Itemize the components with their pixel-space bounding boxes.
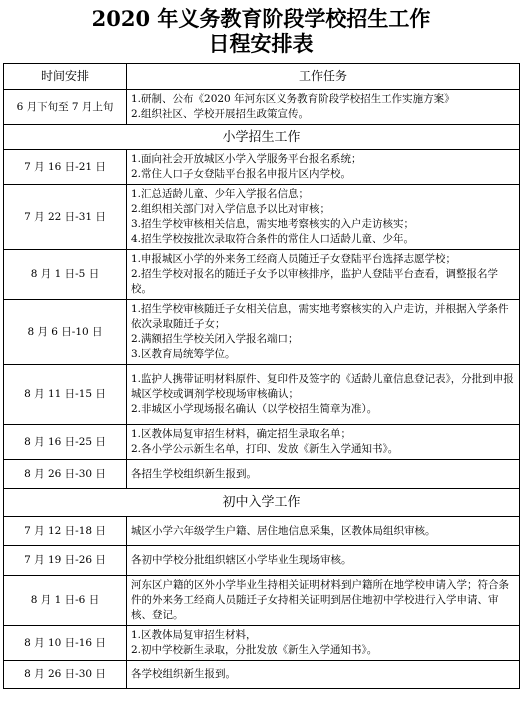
- date-cell: 7 月 22 日-31 日: [4, 185, 127, 250]
- table-row: [4, 460, 520, 489]
- task-cell: [127, 185, 520, 250]
- table-header-row: [4, 64, 520, 90]
- task-cell: [127, 90, 520, 125]
- date-cell: 6 月下旬至 7 月上旬: [4, 90, 127, 125]
- task-cell: [127, 661, 520, 689]
- task-line: 各招生学校组织新生报到。: [131, 467, 257, 480]
- task-line: 1.面向社会开放城区小学入学服务平台报名系统；: [131, 153, 362, 165]
- task-cell: [127, 576, 520, 626]
- task-line: 1.研制、公布《2020 年河东区义务教育阶段学校招生工作实施方案》: [131, 93, 455, 105]
- table-row: [4, 576, 520, 626]
- task-cell: [127, 425, 520, 460]
- task-cell: [127, 460, 520, 489]
- task-line: 1.汇总适龄儿童、少年入学报名信息；: [131, 188, 310, 200]
- date-cell: 8 月 26 日-30 日: [4, 661, 127, 689]
- task-cell: [127, 626, 520, 661]
- task-line: 3.区教育局统筹学位。: [131, 348, 236, 360]
- task-line: 河东区户籍的区外小学毕业生持相关证明材料到户籍所在地学校申请入学；符合条件的外来务工经商人员随迁子女持相关证明到居住地初中学校进行入学申请、审核、登记。: [131, 579, 509, 621]
- date-cell: 7 月 16 日-21 日: [4, 150, 127, 185]
- task-cell: [127, 365, 520, 425]
- task-line: 2.非城区小学现场报名确认（以学校招生简章为准）。: [131, 403, 378, 415]
- schedule-table: [3, 63, 520, 689]
- date-cell: 8 月 10 日-16 日: [4, 626, 127, 661]
- task-cell: [127, 300, 520, 365]
- task-line: 3.招生学校审核相关信息，需实地考察核实的入户走访核实；: [131, 218, 415, 230]
- table-row: [4, 150, 520, 185]
- task-line: 2.初中学校新生录取，分批发放《新生入学通知书》。: [131, 644, 378, 656]
- task-line: 2.满额招生学校关闭入学报名端口；: [131, 333, 299, 345]
- table-row: [4, 250, 520, 300]
- table-row: [4, 300, 520, 365]
- title-line-2: 日程安排表: [208, 31, 314, 56]
- header-task: 工作任务: [127, 64, 520, 90]
- date-cell: 7 月 19 日-26 日: [4, 546, 127, 576]
- date-cell: 8 月 26 日-30 日: [4, 460, 127, 489]
- section-row: [4, 489, 520, 517]
- title-line-1: 2020 年义务教育阶段学校招生工作: [91, 6, 431, 31]
- table-row: [4, 365, 520, 425]
- table-row: [4, 661, 520, 689]
- task-cell: [127, 546, 520, 576]
- date-cell: 8 月 6 日-10 日: [4, 300, 127, 365]
- table-row: [4, 546, 520, 576]
- table-row: [4, 425, 520, 460]
- section-heading: 初中入学工作: [4, 489, 520, 517]
- task-line: 1.区教体局复审招生材料，: [131, 629, 257, 641]
- task-cell: [127, 250, 520, 300]
- date-cell: 7 月 12 日-18 日: [4, 517, 127, 546]
- task-line: 2.组织社区、学校开展招生政策宣传。: [131, 108, 310, 120]
- date-cell: 8 月 1 日-6 日: [4, 576, 127, 626]
- section-row: [4, 125, 520, 150]
- task-cell: [127, 150, 520, 185]
- date-cell: 8 月 1 日-5 日: [4, 250, 127, 300]
- task-line: 各学校组织新生报到。: [131, 668, 236, 680]
- task-cell: [127, 517, 520, 546]
- task-line: 城区小学六年级学生户籍、居住地信息采集，区教体局组织审核。: [131, 524, 436, 537]
- task-line: 2.常住人口子女登陆平台报名申报片区内学校。: [131, 168, 352, 180]
- table-row: [4, 517, 520, 546]
- table-row: [4, 185, 520, 250]
- task-line: 1.监护人携带证明材料原件、复印件及签字的《适龄儿童信息登记表》，分批到申报城区学校或调剂学校现场审核确认；: [131, 373, 514, 400]
- task-line: 1.申报城区小学的外来务工经商人员随迁子女登陆平台选择志愿学校；: [131, 253, 457, 265]
- table-row: [4, 90, 520, 125]
- table-row: [4, 626, 520, 661]
- header-time: 时间安排: [4, 64, 127, 90]
- task-line: 2.招生学校对报名的随迁子女予以审核排序，监护人登陆平台查看，调整报名学校。: [131, 268, 499, 295]
- date-cell: 8 月 11 日-15 日: [4, 365, 127, 425]
- task-line: 各初中学校分批组织辖区小学毕业生现场审核。: [131, 554, 352, 566]
- task-line: 4.招生学校按批次录取符合条件的常住人口适龄儿童、少年。: [131, 233, 415, 245]
- date-cell: 8 月 16 日-25 日: [4, 425, 127, 460]
- task-line: 1.区教体局复审招生材料，确定招生录取名单；: [131, 428, 352, 440]
- task-line: 1.招生学校审核随迁子女相关信息，需实地考察核实的入户走访，并根据入学条件依次录取随迁子女；: [131, 303, 509, 330]
- task-line: 2.组织相关部门对入学信息予以比对审核；: [131, 203, 331, 215]
- table-body: [4, 90, 520, 689]
- task-line: 2.各小学公示新生名单，打印、发放《新生入学通知书》。: [131, 443, 399, 455]
- section-heading: 小学招生工作: [4, 125, 520, 150]
- document-title: [0, 0, 522, 62]
